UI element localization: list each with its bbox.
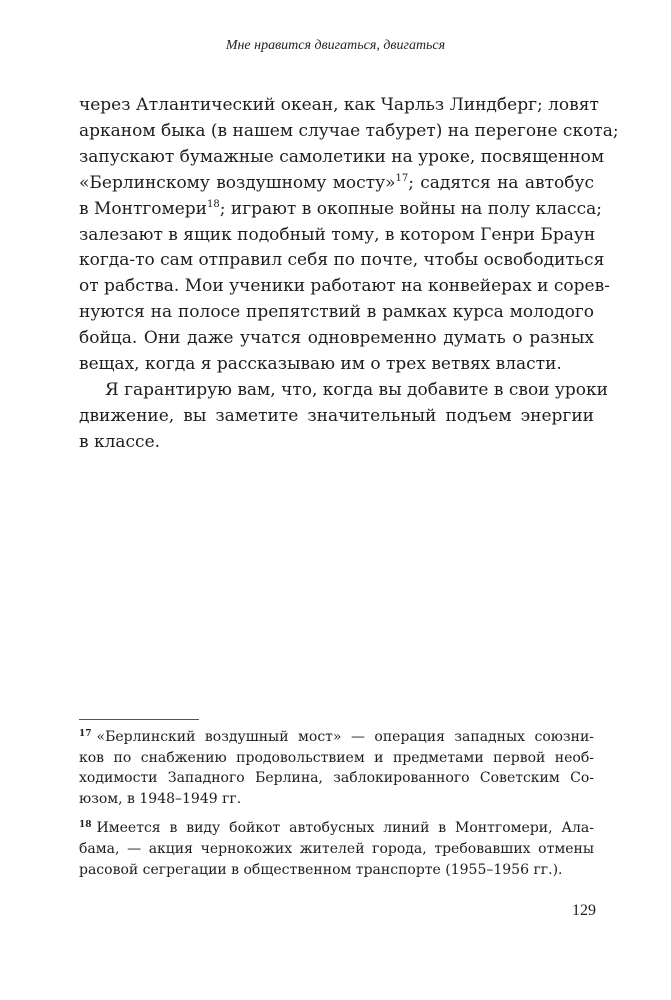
text-line: арканом быка (в нашем случае табурет) на перегоне скота; xyxy=(79,120,619,141)
text-line-with-footnote xyxy=(79,171,594,197)
footnote-17 xyxy=(79,727,594,809)
text-line: в классе. xyxy=(79,431,161,452)
text-line: залезают в ящик подобный тому, в котором Генри Браун xyxy=(79,224,596,245)
text-fragment: ; садятся на автобус xyxy=(408,172,594,193)
footnote-ref-18[interactable]: 18 xyxy=(207,198,220,210)
footnote-text: «Берлинский воздушный мост» — операция западных союзни- xyxy=(96,729,594,745)
text-line: запускают бумажные самолетики на уроке, посвященном xyxy=(79,146,605,167)
text-line-with-footnote xyxy=(79,197,602,223)
footnote-line: ходимости Западного Берлина, заблокированного Советским Со- xyxy=(79,770,594,787)
footnote-line xyxy=(79,727,594,748)
footnote-number: 18 xyxy=(79,820,92,831)
text-line: бойца. Они даже учатся одновременно думать о разных xyxy=(79,328,594,349)
text-line: через Атлантический океан, как Чарльз Линдберг; ловят xyxy=(79,95,599,115)
footnote-line: бама, — акция чернокожих жителей города, требовавших отмены xyxy=(79,840,594,857)
footnote-ref-17[interactable]: 17 xyxy=(395,172,409,184)
text-line: движение, вы заметите значительный подъем энергии xyxy=(79,405,594,426)
footnotes xyxy=(79,727,594,889)
text-fragment: ; играют в окопные войны на полу класса; xyxy=(219,198,602,219)
footnote-line: юзом, в 1948–1949 гг. xyxy=(79,790,242,807)
text-line: когда-то сам отправил себя по почте, чтобы освободиться xyxy=(79,250,605,271)
text-fragment: в Монтгомери xyxy=(79,198,207,219)
footnote-number: 17 xyxy=(79,729,92,739)
main-text xyxy=(79,93,619,456)
text-fragment: «Берлинскому воздушному мосту» xyxy=(79,172,396,193)
text-line: Я гарантирую вам, что, когда вы добавите в свои уроки xyxy=(105,379,609,400)
text-line: нуются на полосе препятствий в рамках курса молодого xyxy=(79,302,594,323)
page-number: 129 xyxy=(572,902,596,919)
footnote-line: расовой сегрегации в общественном транспорте (1955–1956 гг.). xyxy=(79,861,563,878)
footnote-line: ков по снабжению продовольствием и предметами первой необ- xyxy=(79,749,594,766)
footnote-18 xyxy=(79,818,594,880)
footnote-separator xyxy=(79,719,199,720)
text-line: вещах, когда я рассказываю им о трех ветвях власти. xyxy=(79,354,562,375)
text-line: от рабства. Мои ученики работают на конвейерах и сорев- xyxy=(79,276,610,297)
footnote-line xyxy=(79,818,594,839)
running-header: Мне нравится двигаться, двигаться xyxy=(225,38,446,53)
footnote-text: Имеется в виду бойкот автобусных линий в Монтгомери, Ала- xyxy=(96,820,594,837)
